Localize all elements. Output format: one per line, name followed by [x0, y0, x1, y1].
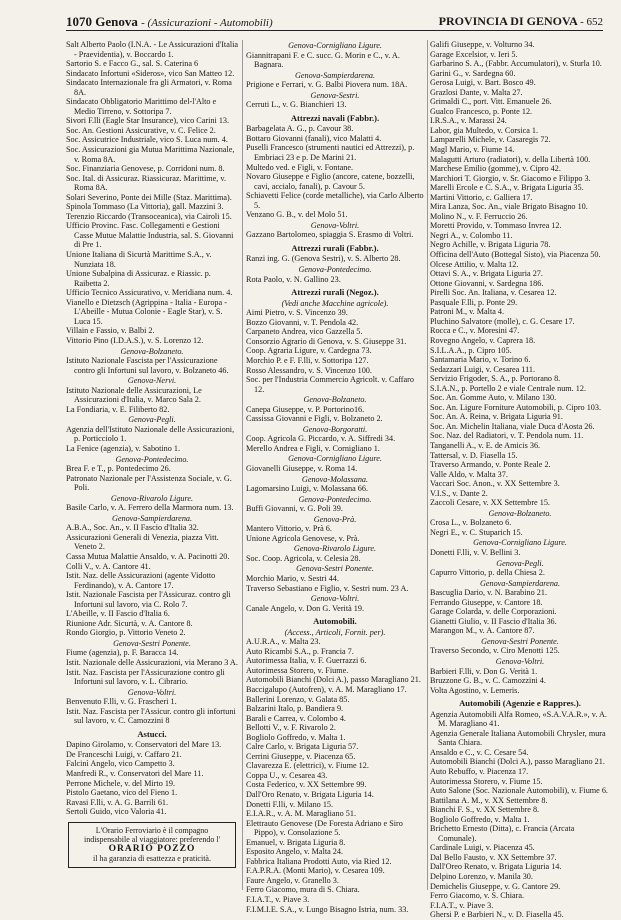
directory-entry: Autorimessa Storero, v. Fiume 15. — [430, 776, 543, 786]
locality-subheading: Genova-Sestri Ponente. — [113, 638, 191, 648]
directory-entry: Spinola Tommaso (La Vittoria), gall. Mazzini 3. — [66, 202, 224, 212]
directory-entry: Ballerini Lorenzo, v. Galata 85. — [246, 694, 350, 704]
category-heading: Astucci. — [137, 728, 167, 739]
directory-entry: Ghersi P. e Barbieri N., v. D. Fiasella 45. — [430, 910, 564, 920]
directory-entry: Ferro Giacomo, mura di S. Chiara. — [246, 885, 360, 895]
locality-subheading: Genova-Voltri. — [495, 657, 545, 666]
directory-entry: Capurro Vittorio, p. della Chiesa 2. — [430, 568, 545, 578]
locality-subheading: Genova-Pegli. — [128, 415, 176, 425]
directory-entry: Soc. An. A. Reina, v. Brigata Liguria 91. — [430, 412, 563, 422]
locality-subheading: (Access., Articoli, Fornit. per). — [284, 627, 386, 637]
directory-entry: Dall'Oro Renato, v. Brigata Liguria 14. — [246, 790, 374, 800]
directory-entry: Soc. Naz. del Radiatori, v. T. Pendola num. 11. — [430, 431, 584, 441]
directory-entry: Sindacato Obbligatorio Marittimo del-l'Alto e Medio Tirreno, v. Sottoripa 7. — [66, 97, 217, 116]
directory-entry: Benvenuto F.lli, v. G. Frascheri 1. — [66, 697, 177, 707]
directory-entry: Garbarino S. A., (Fabbr. Accumulatori), v. Sturla 10. — [430, 59, 602, 69]
directory-entry: Demichelis Giuseppe, v. G. Cantore 29. — [430, 881, 561, 891]
directory-entry: Falcinì Angelo, vico Campetto 3. — [66, 759, 175, 769]
directory-entry: Galifi Giuseppe, v. Volturno 34. — [430, 40, 535, 49]
directory-entry: Negri A., v. Colombo 11. — [430, 230, 513, 240]
directory-entry: Battilana A. M., v. XX Settembre 8. — [430, 795, 548, 805]
directory-entry: Soc. per l'Industria Commercio Agricolt. v. Caffaro 12. — [246, 375, 414, 394]
directory-entry: Assicurazioni Generali di Venezia, piazza Vitt. Veneto 2. — [66, 532, 219, 552]
directory-entry: Brea F. e T., p. Pontedecimo 26. — [66, 464, 171, 474]
directory-entry: Gerosa Luigi, v. Bart. Bosco 49. — [430, 78, 536, 88]
directory-entry: Tattersal, v. D. Fiasella 15. — [430, 450, 518, 460]
directory-entry: S.I.L.A.A., p. Cipro 105. — [430, 345, 512, 355]
directory-entry: Bianchi F. S., v. XX Settembre 8. — [430, 805, 540, 815]
directory-entry: Gualco Francesco, p. Ponte 12. — [430, 106, 533, 116]
advert-line: il ha garanzia di esattezza e praticità. — [93, 854, 211, 864]
directory-entry: Costa Federico, v. XX Settembre 99. — [246, 780, 367, 790]
directory-entry: Istituto Nazionale delle Assicurazioni, Le Assicurazioni d'Italia, v. Marco Sala 2. — [66, 385, 202, 405]
directory-entry: Crosa L., v. Bolzaneto 6. — [430, 518, 512, 528]
locality-subheading: Genova-Pontedecimo. — [298, 265, 372, 275]
locality-subheading: Genova-Borgoratti. — [302, 424, 368, 434]
directory-entry: Schiavetti Felice (corde metalliche), via Carlo Alberto 5. — [246, 191, 424, 210]
directory-entry: Donetti F.lli, v. V. Bellini 3. — [430, 547, 521, 557]
directory-entry: Salt Alberto Paolo (I.N.A. - Le Assicurazioni d'Italia - Praevidentia), v. Boccardo 1. — [66, 40, 239, 59]
directory-entry: Istituto Nazionale Fascista per l'Assicurazione contro gli Infortuni sul lavoro, v. Bolzaneto 46. — [66, 356, 229, 375]
locality-subheading: Genova-Cornigliano Ligure. — [288, 454, 382, 464]
directory-entry: Giovanelli Giuseppe, v. Roma 14. — [246, 463, 358, 473]
directory-entry: Aimi Pietro, v. S. Vincenzo 39. — [246, 308, 348, 318]
locality-subheading: Genova-Sestri Ponente. — [481, 636, 559, 646]
directory-entry: Agenzia Generale Italiana Automobili Chrysler, mura Santa Chiara. — [430, 728, 606, 748]
directory-entry: Canepa Giuseppe, v. P. Portorino16. — [246, 404, 365, 414]
directory-entry: S.I.A.N., p. Portello 2 e viale Centrale num. 12. — [430, 383, 586, 393]
advert-line: L'Orario Ferroviario è il compagno indispensabile al viaggiatore: preferendo l' — [83, 825, 221, 845]
directory-entry: Vianello e Dietzsch (Agrippina - Italia - Europa - L'Abeille - Mutua Colonie - Eagle Star), v. S. Luca 15. — [66, 297, 227, 326]
directory-entry: Negri E., v. C. Stuparich 15. — [430, 527, 523, 537]
directory-entry: Faure Angelo, v. Granello 3. — [246, 875, 339, 885]
directory-entry: Sartorio S. e Facco G., sal. S. Caterina 6 — [66, 59, 199, 69]
directory-entry: Morchio Mario, v. Sestri 44. — [246, 573, 339, 583]
directory-entry: Soc. An. Gomme Auto, v. Milano 130. — [430, 393, 557, 403]
directory-entry: Pistolo Gaetano, vico del Fieno 1. — [66, 788, 178, 798]
page-number-right: - 652 — [580, 16, 603, 28]
directory-entry: Colli V., v. A. Cantore 41. — [66, 561, 151, 571]
directory-entry: Sedazzari Luigi, v. Cesarea 111. — [430, 364, 536, 374]
locality-subheading: Genova-Pontedecimo. — [115, 454, 189, 464]
directory-entry: Donetti F.lli, v. Milano 15. — [246, 799, 334, 809]
directory-entry: Ottone Giovanni, v. Sardegna 186. — [430, 278, 544, 288]
page-number-left: 1070 — [66, 14, 92, 29]
directory-entry: Soc. An. Gestioni Assicurative, v. C. Felice 2. — [66, 125, 216, 135]
column-1 — [66, 40, 238, 890]
province-title: PROVINCIA DI GENOVA — [438, 14, 578, 28]
directory-entry: L'Abeille, v. II Fascio d'Italia 6. — [66, 609, 170, 619]
directory-entry: Multedo ved. e Figli, v. Fontane. — [246, 162, 354, 172]
locality-subheading: Genova-Voltri. — [310, 594, 360, 604]
directory-entry: F.A.P.R.A. (Monti Mario), v. Cesarea 109. — [246, 866, 385, 876]
locality-subheading: Genova-Prà. — [313, 514, 357, 524]
directory-entry: Coop. Agricola G. Piccardo, v. A. Siffredi 34. — [246, 434, 396, 444]
locality-subheading: Genova-Bolzaneto. — [120, 346, 184, 356]
directory-entry: Ottavi S. A., v. Brigata Liguria 27. — [430, 269, 543, 279]
directory-entry: Auto Salone (Soc. Nazionale Automobili), v. Fiume 6. — [430, 786, 608, 796]
directory-entry: Cassissa Giovanni e Figli, v. Bolzaneto 2. — [246, 414, 383, 424]
directory-entry: Cassa Mutua Malattie Ansaldo, v. A. Pacinotti 20. — [66, 551, 230, 561]
directory-entry: Auto Ricambi S.A., p. Francia 7. — [246, 646, 354, 656]
column-divider — [427, 40, 428, 890]
category-heading: Attrezzi rurali (Negoz.). — [291, 287, 379, 298]
directory-entry: Bellotti V., v. F. Rivarolo 2. — [246, 723, 336, 733]
directory-entry: Bozzo Giovanni, v. T. Pendola 42. — [246, 317, 359, 327]
directory-entry: Malagutti Arturo (radiatori), v. della Libertà 100. — [430, 154, 591, 164]
directory-entry: Barali e Carrea, v. Colombo 4. — [246, 713, 346, 723]
directory-entry: Istit. Nazionale Fascista per l'Assicuraz. contro gli Infortuni sul lavoro, via C. Rolo 7. — [66, 590, 231, 609]
directory-entry: Canale Angelo, v. Don G. Verità 19. — [246, 603, 365, 613]
directory-entry: Ufficio Provinc. Fasc. Collegamenti e Gestioni Casse Mutue Malattie Industria, sal. S. Giovanni di Pre 1. — [66, 221, 234, 250]
directory-entry: Santamaria Mario, v. Torino 6. — [430, 355, 531, 365]
city-name: Genova — [95, 14, 138, 29]
directory-entry: Valle Aldo, v. Malta 37. — [430, 469, 508, 479]
locality-subheading: Genova-Nervi. — [127, 376, 177, 386]
directory-entry: Soc. Coop. Agricola, v. Celesia 28. — [246, 553, 361, 563]
directory-entry: Ranzi ing. G. (Genova Sestri), v. S. Alberto 28. — [246, 254, 401, 264]
directory-entry: Consorzio Agrario di Genova, v. S. Giuseppe 31. — [246, 336, 407, 346]
directory-entry: Terenzio Riccardo (Transoceanica), via Cairoli 15. — [66, 211, 232, 221]
directory-entry: Istit. Naz. delle Assicurazioni (agente Vidotto Ferdinando), v. A. Cantore 17. — [66, 571, 216, 590]
directory-entry: Agenzia Automobili Alfa Romeo, «S.A.V.A.R.», v. A. M. Maragliano 41. — [430, 709, 607, 729]
directory-entry: Carpaneto Andrea, vico Gazzella 5. — [246, 327, 363, 337]
directory-entry: Clavarezza E. (elettrici), v. Fiume 12. — [246, 761, 369, 771]
locality-subheading: Genova-Bolzaneto. — [303, 395, 367, 405]
locality-subheading: Genova-Rivarolo Ligure. — [110, 493, 194, 503]
directory-entry: Bruzzone G. B., v. C. Camozzini 4. — [430, 676, 546, 686]
directory-entry: Dall'Oreo Renato, v. Brigata Liguria 14. — [430, 862, 562, 872]
directory-entry: Soc. An. Michelin Italiana, viale Duca d'Aosta 26. — [430, 421, 595, 431]
directory-entry: Dal Bello Fausto, v. XX Settembre 37. — [430, 852, 557, 862]
directory-entry: Dapino Girolamo, v. Conservatori del Mare 13. — [66, 740, 222, 750]
directory-entry: Ufficio Tecnico Assicurativo, v. Meridiana num. 4. — [66, 288, 233, 298]
directory-entry: Venzano G. B., v. del Molo 51. — [246, 210, 348, 220]
directory-entry: I.R.S.A., v. Marassi 24. — [430, 116, 507, 126]
locality-subheading: Genova-Pegli. — [496, 558, 544, 568]
directory-entry: Puselli Francesco (strumenti nautici ed Attrezzi), p. Embriaci 23 e p. De Marini 21. — [246, 143, 415, 163]
directory-entry: Garage Colarda, v. delle Corporazioni. — [430, 607, 557, 617]
directory-entry: Soc. An. Ligure Forniture Automobili, p. Cipro 103. — [430, 402, 602, 412]
directory-entry: Cardinale Luigi, v. Piacenza 45. — [430, 843, 535, 853]
directory-entry: Gianetti Giulio, v. II Fascio d'Italia 36. — [430, 616, 557, 626]
locality-subheading: Genova-Sampierdarena. — [111, 513, 193, 523]
directory-entry: E.I.A.R., v. A. M. Maragliano 51. — [246, 809, 356, 819]
directory-entry: Gazzano Bartolomeo, spiaggia S. Erasmo di Voltri. — [246, 230, 414, 240]
directory-entry: Bogliolo Goffredo, v. Malta 1. — [246, 732, 346, 742]
locality-subheading: Genova-Cornigliano Ligure. — [473, 538, 567, 548]
directory-entry: Cerruti L., v. G. Bianchieri 13. — [246, 100, 347, 110]
directory-entry: Mira Lanza, Soc. An., viale Brigato Bisagno 10. — [430, 202, 588, 212]
directory-entry: Bottaro Giovanni (fanali), vico Malatti 4. — [246, 133, 382, 143]
directory-entry: Labor, gia Multedo, v. Corsica 1. — [430, 125, 539, 135]
directory-entry: Pluchino Salvatore (molle), c. G. Cesare 17. — [430, 316, 575, 326]
directory-entry: Giannitrapani F. e C. succ. G. Morin e C., v. A. Bagnara. — [246, 50, 400, 70]
directory-entry: Coop. Agraria Ligure, v. Cardegna 73. — [246, 346, 372, 356]
directory-entry: De Franceschi Luigi, v. Caffaro 21. — [66, 749, 182, 759]
directory-entry: Autorimessa Italia, v. F. Guerrazzi 6. — [246, 656, 367, 666]
directory-entry: Marangon M., v. A. Cantore 87. — [430, 626, 535, 636]
directory-entry: F.I.A.T., v. Piave 3. — [246, 895, 310, 905]
directory-entry: Pirelli Soc. An. Italiana, v. Cesarea 12. — [430, 288, 557, 298]
locality-subheading: (Vedi anche Macchine agricole). — [281, 298, 389, 308]
directory-entry: Unione Agricola Genovese, v. Prà. — [246, 533, 360, 543]
column-3 — [430, 40, 610, 920]
category-heading: Attrezzi navali (Fabbr.). — [290, 112, 380, 123]
directory-entry: Ferrando Giuseppe, v. Cantore 18. — [430, 597, 543, 607]
directory-entry: Automobili Bianchi (Dolci A.), passo Maragliano 21. — [430, 757, 605, 767]
directory-entry: Esposito Angelo, v. Malta 24. — [246, 847, 344, 857]
directory-entry: Negro Achille, v. Brigata Liguria 78. — [430, 240, 551, 250]
category-heading: Automobili (Agenzie e Rappres.). — [459, 698, 581, 709]
directory-entry: Agenzia dell'Istituto Nazionale delle Assicurazioni, p. Porticciolo 1. — [66, 424, 235, 444]
directory-entry: Buffi Giovanni, v. G. Poli 39. — [246, 504, 343, 514]
directory-entry: Bogliolo Goffredo, v. Malta 1. — [430, 814, 530, 824]
directory-entry: Traverso Armando, v. Ponte Reale 2. — [430, 460, 551, 470]
directory-entry: V.I.S., v. Dante 2. — [430, 488, 488, 498]
directory-entry: Rosso Alessandro, v. S. Vincenzo 100. — [246, 365, 372, 375]
directory-entry: Baccigalupo (Autofren), v. A. M. Maragliano 17. — [246, 685, 407, 694]
directory-entry: Servizio Frigoder, S. A., p. Portorano 8. — [430, 374, 561, 384]
directory-entry: Grimaldi C., port. Vitt. Emanuele 26. — [430, 97, 552, 107]
directory-entry: Molino N., v. F. Ferruccio 26. — [430, 211, 528, 221]
directory-entry: Fiume (agenzia), p. F. Baracca 14. — [66, 648, 179, 658]
directory-entry: Istit. Nazionale delle Assicurazioni, via Merano 3 A. — [66, 658, 238, 667]
directory-entry: Zaccoli Cesare, v. XX Settembre 15. — [430, 498, 550, 508]
directory-entry: Vittorio Pino (I.D.A.S.), v. S. Lorenzo 12. — [66, 335, 204, 345]
directory-entry: Marchiori T. Giorgio, v. Sr. Giacomo e Filippo 3. — [430, 173, 591, 183]
directory-entry: Marelli Ercole e C. S.A., v. Brigata Liguria 35. — [430, 183, 584, 193]
locality-subheading: Genova-Molassana. — [301, 474, 369, 484]
directory-entry: Sindacato Internazionale fra gli Armatori, v. Roma 8A. — [66, 78, 232, 97]
directory-entry: A.B.A., Soc. An., v. II Fascio d'Italia 32. — [66, 523, 199, 533]
directory-entry: Prigione e Ferrari, v. G. Balbi Piovera num. 18A. — [246, 80, 408, 90]
directory-entry: Morchio P. e F. F.lli, v. Sottoripa 127. — [246, 355, 369, 365]
directory-entry: Sertoli Guido, vico Valoria 41. — [66, 807, 167, 817]
locality-subheading: Genova-Bolzaneto. — [488, 508, 552, 518]
directory-entry: Soc. Finanziaria Genovese, p. Corridoni num. 8. — [66, 164, 225, 174]
directory-entry: Traverso Secondo, v. Ciro Menotti 125. — [430, 646, 560, 656]
directory-entry: Martini Vittorio, c. Galliera 17. — [430, 192, 533, 202]
category-heading: Attrezzi rurali (Fabbr.). — [291, 242, 379, 253]
directory-entry: Vaccari Soc. Anon., v. XX Settembre 3. — [430, 479, 560, 489]
directory-entry: Villain e Fassio, v. Balbi 2. — [66, 326, 155, 336]
directory-entry: A.U.R.A., v. Malta 23. — [246, 637, 321, 647]
directory-entry: Lamparelli Michele, v. Casaregis 72. — [430, 135, 551, 145]
locality-subheading: Genova-Cornigliano Ligure. — [288, 41, 382, 50]
directory-entry: Basile Carlo, v. A. Ferrero della Marmora num. 13. — [66, 503, 234, 513]
directory-entry: Sivori F.lli (Eagle Star Insurance), vico Carini 13. — [66, 116, 230, 126]
locality-subheading: Genova-Voltri. — [310, 220, 360, 230]
directory-entry: Balzarini Italo, p. Bandiera 9. — [246, 704, 344, 714]
directory-entry: Mantero Vittorio, v. Prà 6. — [246, 524, 332, 534]
directory-entry: Autorimessa Storero, v. Fiume. — [246, 665, 349, 675]
locality-subheading: Genova-Voltri. — [127, 687, 177, 697]
directory-entry: La Fondiaria, v. E. Filiberto 82. — [66, 404, 170, 414]
locality-subheading: Genova-Sestri. — [310, 90, 360, 100]
header-right — [439, 14, 603, 29]
directory-entry: Delpino Lorenzo, v. Manila 30. — [430, 872, 533, 882]
locality-subheading: Genova-Sestri Ponente. — [296, 564, 374, 574]
directory-entry: Unione Italiana di Sicurtà Marittime S.A., v. Nunziata 18. — [66, 250, 212, 269]
directory-entry: Moretti Provido, v. Tommaso Invrea 12. — [430, 221, 562, 231]
directory-entry: Unione Subalpina di Assicuraz. e Riassic. p. Raibetta 2. — [66, 269, 211, 288]
directory-entry: Soc. Ital. di Assicuraz. Riassicuraz. Marittime, v. Roma 8A. — [66, 173, 226, 193]
column-2 — [246, 40, 424, 914]
directory-entry: Officina dell'Auto (Bottegal Sisto), via Piacenza 50. — [430, 250, 601, 260]
directory-entry: Soc. Assicurazioni gia Mutua Marittima Nazionale, v. Roma 8A. — [66, 145, 235, 164]
directory-entry: Sindacato Infortuni «Sideros», vico San Matteo 12. — [66, 68, 235, 78]
directory-entry: Istit. Naz. Fascista per l'Assicur. contro gli infortuni sul lavoro, v. C. Camozzini 8 — [66, 706, 236, 726]
directory-entry: Olcese Attilio, v. Malta 12. — [430, 259, 519, 269]
directory-entry: La Fenice (agenzia), v. Sabotino 1. — [66, 443, 181, 453]
directory-entry: Rovegno Angelo, v. Caprera 18. — [430, 335, 536, 345]
column-divider — [242, 40, 243, 890]
directory-entry: Auto Rebuffo, v. Piacenza 17. — [430, 767, 529, 777]
directory-entry: Manfredi R., v. Conservatori del Mare 11. — [66, 769, 204, 779]
directory-entry: Volta Agostino, v. Lemeris. — [430, 685, 520, 695]
directory-entry: Pasquale F.lli, p. Ponte 29. — [430, 297, 518, 307]
directory-entry: Garini G., v. Sardegna 60. — [430, 68, 516, 78]
directory-entry: F.I.A.T., v. Piave 3. — [430, 900, 494, 910]
directory-entry: Brichetto Ernesto (Ditta), c. Francia (Arcata Comunale). — [430, 824, 575, 843]
category-heading: Automobili. — [313, 616, 357, 627]
directory-entry: Traverso Sebastiano e Figlio, v. Sestri num. 23 A. — [246, 583, 409, 593]
directory-entry: Tanganelli A., v. E. de Amicis 36. — [430, 440, 541, 450]
directory-entry: Barbieri F.lli, v. Don G. Verità 1. — [430, 666, 538, 676]
directory-entry: Ansaldo e C., v. C. Cesare 54. — [430, 747, 529, 757]
directory-entry: Merello Andrea e Figli, v. Cornigliano 1. — [246, 443, 380, 453]
directory-entry: Perrone Michele, v. del Mirto 19. — [66, 778, 176, 788]
directory-entry: Elettrauto Genovese (De Foresta Adriano e Siro Pippo), v. Consolazione 5. — [246, 818, 403, 838]
directory-entry: Istit. Naz. Fascista per l'Assicurazione contro gli Infortuni sul lavoro, v. L. Cibrario. — [66, 667, 225, 687]
directory-entry: Solari Severino, Ponte dei Mille (Staz. Marittima). — [66, 192, 232, 202]
directory-entry: Calre Carlo, v. Brigata Liguria 57. — [246, 742, 359, 752]
locality-subheading: Genova-Pontedecimo. — [298, 494, 372, 504]
directory-entry: Barbagelata A. G., p. Cavour 38. — [246, 124, 354, 134]
directory-entry: Bascuglia Dario, v. N. Barabino 21. — [430, 588, 548, 598]
section-name: - (Assicurazioni - Automobili) — [141, 17, 273, 29]
directory-entry: Novaro Giuseppe e Figlio (ancore, catene, bozzelli, cavi, accialo, fanali), p. Cavour 5. — [246, 172, 415, 191]
directory-entry: Soc. Assicutrice Industriale, vico S. Luca num. 4. — [66, 135, 228, 145]
directory-entry: Patroni M., v. Malta 4. — [430, 307, 505, 317]
directory-entry: Patronato Nazionale per l'Assistenza Sociale, v. G. Poli. — [66, 473, 232, 493]
running-header — [66, 14, 603, 31]
locality-subheading: Genova-Rivarolo Ligure. — [293, 544, 377, 554]
directory-entry: Magl Mario, v. Fiume 14. — [430, 145, 515, 155]
locality-subheading: Genova-Sampierdarena. — [294, 70, 376, 80]
directory-entry: Marchese Emilio (gomme), v. Cipro 42. — [430, 164, 561, 174]
directory-entry: Emanuel, v. Brigata Liguria 8. — [246, 837, 346, 847]
locality-subheading: Genova-Sampierdarena. — [479, 578, 561, 588]
directory-entry: Rondo Giorgio, p. Vittorio Veneto 2. — [66, 628, 186, 638]
advert-line: ORARIO POZZO — [108, 843, 196, 854]
directory-entry: Ravasi F.lli, v. A. G. Barrili 61. — [66, 797, 169, 807]
directory-entry: Lagomarsino Luigi, v. Molassana 66. — [246, 484, 369, 494]
directory-entry: Grazlosi Dante, v. Malta 27. — [430, 87, 523, 97]
directory-entry: Ferro Giacomo, v. S. Chiara. — [430, 891, 525, 901]
directory-entry: Riunione Adr. Sicurtà, v. A. Cantore 8. — [66, 618, 193, 628]
directory-entry: Fabbrica Italiana Prodotti Auto, via Ried 12. — [246, 856, 392, 866]
directory-entry: Cerrini Giuseppe, v. Piacenza 65. — [246, 751, 356, 761]
directory-entry: F.I.M.I.E. S.A., v. Lungo Bisagno Istria, num. 33. — [246, 904, 409, 914]
directory-entry: Coppa U., v. Cesarea 43. — [246, 770, 328, 780]
directory-entry: Automobili Bianchi (Dolci A.), passo Maragliano 21. — [246, 675, 421, 685]
directory-entry: Rota Paolo, v. N. Gallino 23. — [246, 274, 341, 284]
directory-entry: Rocca e C., v. Moresini 47. — [430, 326, 520, 336]
advert-box — [68, 822, 236, 868]
header-left — [66, 14, 273, 30]
directory-entry: Garage Excelsior, v. Ieri 5. — [430, 49, 518, 59]
